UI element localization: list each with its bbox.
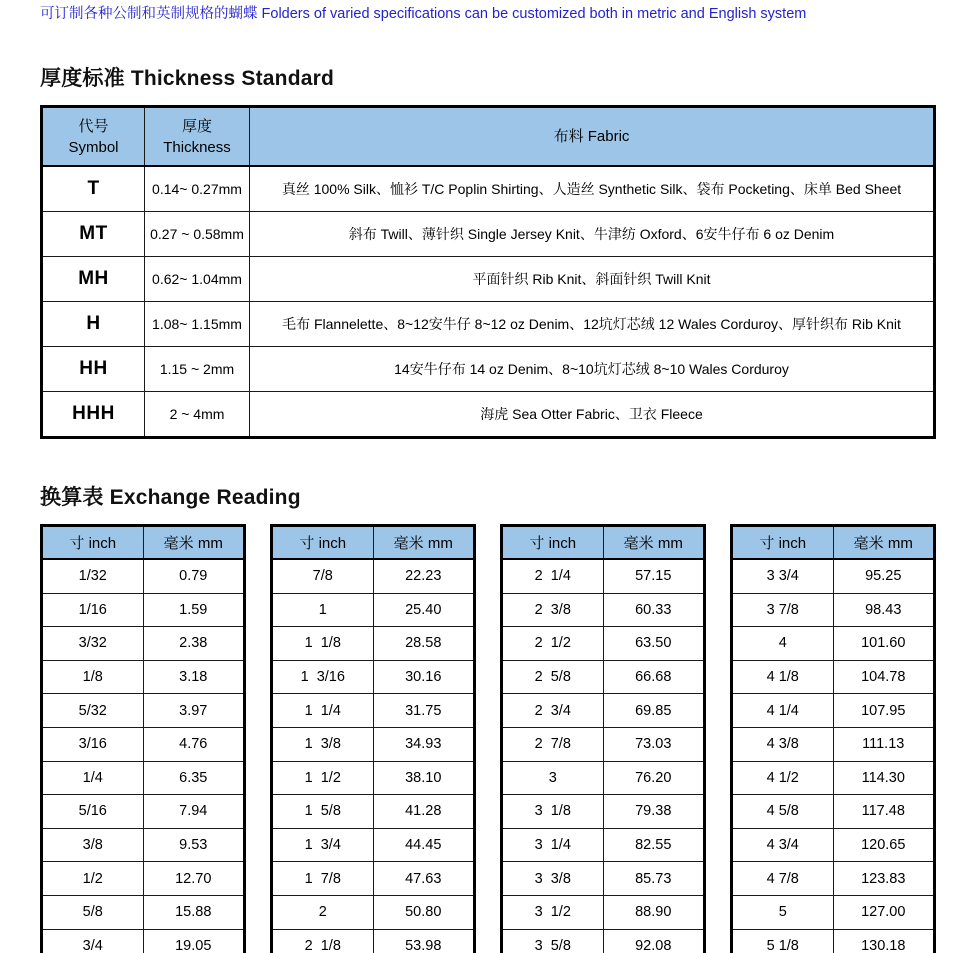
column-header-symbol (42, 107, 145, 167)
thickness-cell: 0.27 ~ 0.58mm (145, 212, 250, 257)
inch-cell: 3/32 (42, 627, 144, 661)
mm-cell: 47.63 (373, 862, 475, 896)
symbol-cell: MH (42, 257, 145, 302)
exchange-row (272, 895, 475, 929)
inch-cell: 5 (732, 895, 834, 929)
thickness-section-title: 厚度标准 Thickness Standard (40, 67, 334, 90)
mm-cell: 120.65 (833, 828, 935, 862)
inch-cell: 1 1/8 (272, 627, 374, 661)
mm-cell: 101.60 (833, 627, 935, 661)
exchange-row (42, 694, 245, 728)
inch-cell: 1 3/8 (272, 727, 374, 761)
exchange-row (272, 627, 475, 661)
exchange-row (502, 660, 705, 694)
exchange-row (502, 761, 705, 795)
inch-cell: 4 3/8 (732, 727, 834, 761)
inch-cell: 1/16 (42, 593, 144, 627)
column-header-inch: 寸 inch (732, 526, 834, 560)
inch-cell: 1 3/16 (272, 660, 374, 694)
mm-cell: 88.90 (603, 895, 705, 929)
mm-cell: 123.83 (833, 862, 935, 896)
mm-cell: 9.53 (143, 828, 245, 862)
fabric-cell: 平面针织 Rib Knit、斜面针织 Twill Knit (250, 257, 935, 302)
exchange-row (502, 627, 705, 661)
thickness-cell: 1.15 ~ 2mm (145, 347, 250, 392)
column-header-thickness-en: Thickness (163, 138, 231, 156)
column-header-thickness (145, 107, 250, 167)
inch-cell: 2 1/4 (502, 559, 604, 593)
inch-cell: 4 3/4 (732, 828, 834, 862)
inch-cell: 1 1/2 (272, 761, 374, 795)
mm-cell: 7.94 (143, 795, 245, 829)
exchange-row (502, 694, 705, 728)
inch-cell: 5/8 (42, 895, 144, 929)
mm-cell: 63.50 (603, 627, 705, 661)
fabric-cell: 海虎 Sea Otter Fabric、卫衣 Fleece (250, 392, 935, 438)
mm-cell: 73.03 (603, 727, 705, 761)
exchange-row (732, 727, 935, 761)
mm-cell: 3.18 (143, 660, 245, 694)
inch-cell: 4 5/8 (732, 795, 834, 829)
inch-cell: 1/32 (42, 559, 144, 593)
inch-cell: 1 1/4 (272, 694, 374, 728)
inch-cell: 5/16 (42, 795, 144, 829)
exchange-header-row (42, 526, 245, 560)
mm-cell: 53.98 (373, 929, 475, 953)
exchange-row (502, 862, 705, 896)
mm-cell: 30.16 (373, 660, 475, 694)
mm-cell: 6.35 (143, 761, 245, 795)
exchange-row (272, 593, 475, 627)
inch-cell: 1 (272, 593, 374, 627)
inch-cell: 2 5/8 (502, 660, 604, 694)
mm-cell: 82.55 (603, 828, 705, 862)
exchange-row (272, 660, 475, 694)
exchange-row (42, 828, 245, 862)
inch-cell: 3/16 (42, 727, 144, 761)
mm-cell: 98.43 (833, 593, 935, 627)
inch-cell: 2 7/8 (502, 727, 604, 761)
mm-cell: 38.10 (373, 761, 475, 795)
inch-cell: 7/8 (272, 559, 374, 593)
exchange-row (732, 795, 935, 829)
mm-cell: 85.73 (603, 862, 705, 896)
thickness-standard-table (40, 105, 936, 439)
mm-cell: 2.38 (143, 627, 245, 661)
column-header-mm: 毫米 mm (143, 526, 245, 560)
column-header-mm: 毫米 mm (603, 526, 705, 560)
inch-cell: 4 1/4 (732, 694, 834, 728)
mm-cell: 25.40 (373, 593, 475, 627)
mm-cell: 22.23 (373, 559, 475, 593)
mm-cell: 127.00 (833, 895, 935, 929)
exchange-row (42, 660, 245, 694)
exchange-row (732, 559, 935, 593)
exchange-header-row (272, 526, 475, 560)
exchange-row (272, 862, 475, 896)
mm-cell: 95.25 (833, 559, 935, 593)
symbol-cell: MT (42, 212, 145, 257)
exchange-section-title: 换算表 Exchange Reading (40, 486, 301, 509)
fabric-cell: 斜布 Twill、薄针织 Single Jersey Knit、牛津纺 Oxford、6安牛仔布 6 oz Denim (250, 212, 935, 257)
exchange-table-3 (500, 524, 706, 953)
exchange-row (272, 559, 475, 593)
exchange-row (42, 895, 245, 929)
exchange-row (732, 929, 935, 953)
inch-cell: 3 1/4 (502, 828, 604, 862)
inch-cell: 3 3/8 (502, 862, 604, 896)
exchange-row (732, 593, 935, 627)
exchange-row (272, 929, 475, 953)
thickness-row (42, 257, 935, 302)
thickness-row (42, 212, 935, 257)
inch-cell: 4 1/8 (732, 660, 834, 694)
exchange-table-2 (270, 524, 476, 953)
mm-cell: 50.80 (373, 895, 475, 929)
mm-cell: 117.48 (833, 795, 935, 829)
symbol-cell: HHH (42, 392, 145, 438)
inch-cell: 2 3/8 (502, 593, 604, 627)
column-header-mm: 毫米 mm (833, 526, 935, 560)
inch-cell: 3 1/2 (502, 895, 604, 929)
mm-cell: 1.59 (143, 593, 245, 627)
exchange-table-4 (730, 524, 936, 953)
thickness-cell: 0.62~ 1.04mm (145, 257, 250, 302)
exchange-row (272, 761, 475, 795)
exchange-row (732, 694, 935, 728)
symbol-cell: HH (42, 347, 145, 392)
inch-cell: 5 1/8 (732, 929, 834, 953)
inch-cell: 4 7/8 (732, 862, 834, 896)
exchange-row (42, 761, 245, 795)
mm-cell: 79.38 (603, 795, 705, 829)
exchange-row (42, 795, 245, 829)
inch-cell: 3/4 (42, 929, 144, 953)
inch-cell: 4 1/2 (732, 761, 834, 795)
inch-cell: 2 3/4 (502, 694, 604, 728)
column-header-thickness-zh: 厚度 (181, 117, 212, 135)
mm-cell: 19.05 (143, 929, 245, 953)
thickness-header-row (42, 107, 935, 167)
column-header-inch: 寸 inch (42, 526, 144, 560)
inch-cell: 2 1/8 (272, 929, 374, 953)
mm-cell: 104.78 (833, 660, 935, 694)
inch-cell: 1/2 (42, 862, 144, 896)
exchange-tables-row (40, 524, 938, 953)
column-header-symbol-zh: 代号 (78, 117, 109, 135)
thickness-row (42, 392, 935, 438)
mm-cell: 31.75 (373, 694, 475, 728)
inch-cell: 3 (502, 761, 604, 795)
exchange-row (272, 694, 475, 728)
inch-cell: 5/32 (42, 694, 144, 728)
inch-cell: 1 3/4 (272, 828, 374, 862)
thickness-row (42, 166, 935, 212)
mm-cell: 41.28 (373, 795, 475, 829)
fabric-cell: 毛布 Flannelette、8~12安牛仔 8~12 oz Denim、12坑灯芯绒 12 Wales Corduroy、厚针织布 Rib Knit (250, 302, 935, 347)
inch-cell: 3 5/8 (502, 929, 604, 953)
inch-cell: 2 1/2 (502, 627, 604, 661)
exchange-row (732, 761, 935, 795)
exchange-row (732, 828, 935, 862)
mm-cell: 12.70 (143, 862, 245, 896)
exchange-row (502, 795, 705, 829)
symbol-cell: T (42, 166, 145, 212)
mm-cell: 130.18 (833, 929, 935, 953)
column-header-inch: 寸 inch (272, 526, 374, 560)
mm-cell: 69.85 (603, 694, 705, 728)
mm-cell: 111.13 (833, 727, 935, 761)
inch-cell: 4 (732, 627, 834, 661)
inch-cell: 1/4 (42, 761, 144, 795)
exchange-row (42, 627, 245, 661)
exchange-row (502, 929, 705, 953)
inch-cell: 1/8 (42, 660, 144, 694)
exchange-row (732, 627, 935, 661)
exchange-row (42, 593, 245, 627)
mm-cell: 15.88 (143, 895, 245, 929)
exchange-row (42, 862, 245, 896)
exchange-row (42, 559, 245, 593)
mm-cell: 3.97 (143, 694, 245, 728)
exchange-header-row (732, 526, 935, 560)
inch-cell: 3 1/8 (502, 795, 604, 829)
inch-cell: 3 3/4 (732, 559, 834, 593)
mm-cell: 44.45 (373, 828, 475, 862)
inch-cell: 1 5/8 (272, 795, 374, 829)
mm-cell: 34.93 (373, 727, 475, 761)
exchange-row (732, 660, 935, 694)
exchange-row (502, 593, 705, 627)
thickness-row (42, 347, 935, 392)
thickness-cell: 0.14~ 0.27mm (145, 166, 250, 212)
exchange-row (502, 559, 705, 593)
mm-cell: 28.58 (373, 627, 475, 661)
exchange-row (272, 828, 475, 862)
exchange-table-1 (40, 524, 246, 953)
inch-cell: 3/8 (42, 828, 144, 862)
exchange-row (42, 929, 245, 953)
mm-cell: 92.08 (603, 929, 705, 953)
inch-cell: 1 7/8 (272, 862, 374, 896)
inch-cell: 3 7/8 (732, 593, 834, 627)
exchange-row (272, 727, 475, 761)
column-header-symbol-en: Symbol (68, 138, 119, 156)
column-header-fabric: 布料 Fabric (250, 107, 935, 167)
column-header-mm: 毫米 mm (373, 526, 475, 560)
mm-cell: 107.95 (833, 694, 935, 728)
inch-cell: 2 (272, 895, 374, 929)
symbol-cell: H (42, 302, 145, 347)
thickness-row (42, 302, 935, 347)
exchange-row (502, 895, 705, 929)
thickness-cell: 1.08~ 1.15mm (145, 302, 250, 347)
mm-cell: 0.79 (143, 559, 245, 593)
exchange-row (272, 795, 475, 829)
fabric-cell: 14安牛仔布 14 oz Denim、8~10坑灯芯绒 8~10 Wales Corduroy (250, 347, 935, 392)
exchange-row (502, 828, 705, 862)
column-header-inch: 寸 inch (502, 526, 604, 560)
mm-cell: 60.33 (603, 593, 705, 627)
top-note: 可订制各种公制和英制规格的蝴蝶 Folders of varied specifications can be customized both in metric and English system (40, 6, 807, 22)
exchange-header-row (502, 526, 705, 560)
mm-cell: 4.76 (143, 727, 245, 761)
thickness-cell: 2 ~ 4mm (145, 392, 250, 438)
exchange-row (42, 727, 245, 761)
exchange-row (732, 862, 935, 896)
mm-cell: 57.15 (603, 559, 705, 593)
fabric-cell: 真丝 100% Silk、恤衫 T/C Poplin Shirting、人造丝 Synthetic Silk、袋布 Pocketing、床单 Bed Sheet (250, 166, 935, 212)
mm-cell: 114.30 (833, 761, 935, 795)
mm-cell: 76.20 (603, 761, 705, 795)
exchange-row (732, 895, 935, 929)
exchange-row (502, 727, 705, 761)
mm-cell: 66.68 (603, 660, 705, 694)
